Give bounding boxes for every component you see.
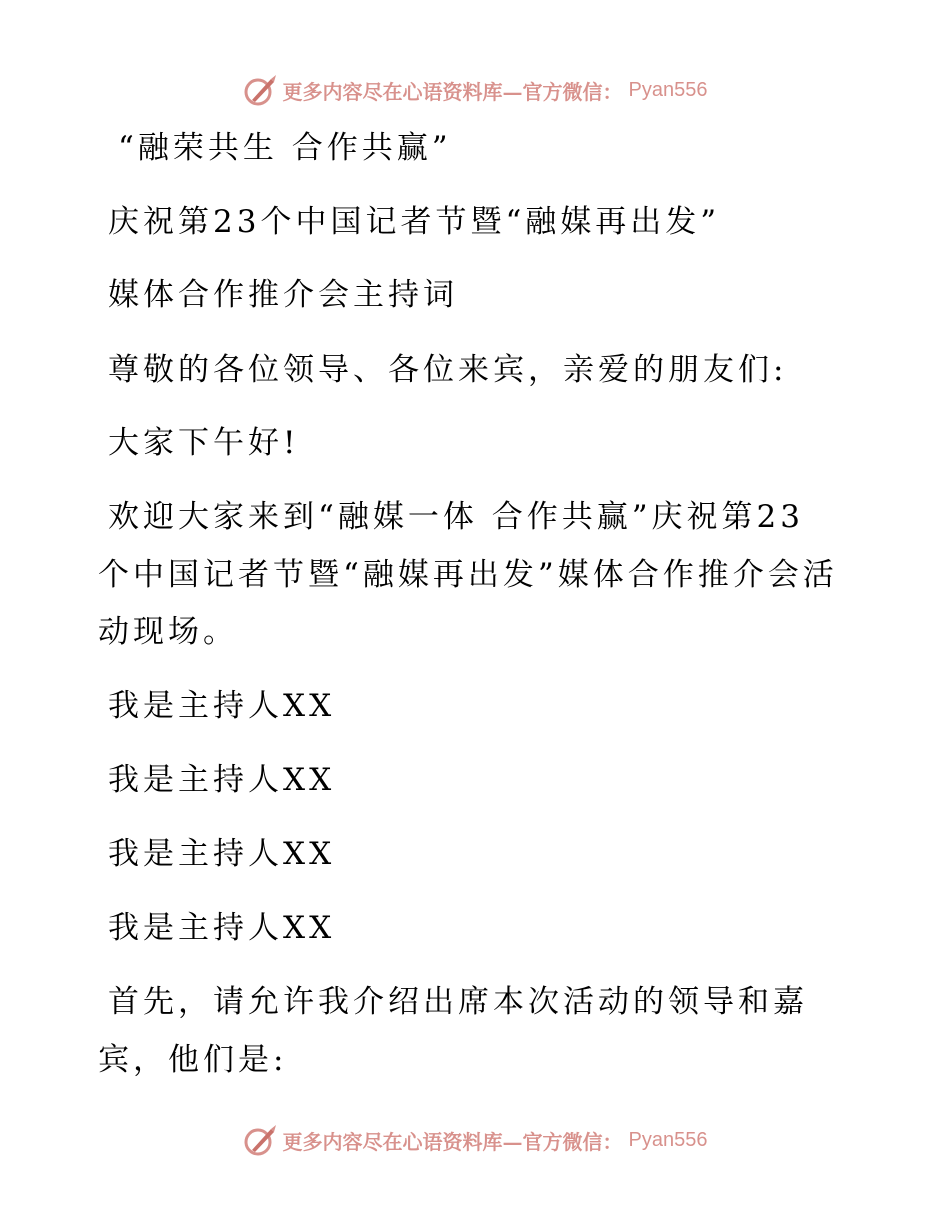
footer-watermark [0,1120,950,1160]
document-title-line-1: “融荣共生 合作共赢” [118,130,452,166]
paragraph-welcome-line-3: 动现场。 [98,614,238,650]
greeting-line: 大家下午好! [108,425,300,461]
host-intro-line: 我是主持人XX [108,836,336,872]
quill-logo-icon [243,73,277,107]
watermark-account: Pyan556 [628,78,708,101]
header-watermark [0,70,950,110]
paragraph-welcome-line-2: 个中国记者节暨“融媒再出发”媒体合作推介会活 [98,557,838,593]
host-intro-line: 我是主持人XX [108,762,336,798]
watermark-text: 更多内容尽在心语资料库—官方微信： [282,79,623,104]
paragraph-welcome-line-1: 欢迎大家来到“融媒一体 合作共赢”庆祝第23 [108,499,804,535]
quill-logo-icon [243,1123,277,1157]
paragraph-guests-line-2: 宾，他们是: [98,1042,288,1078]
watermark-text: 更多内容尽在心语资料库—官方微信： [282,1129,623,1154]
document-title-line-3: 媒体合作推介会主持词 [108,277,458,313]
salutation-line: 尊敬的各位领导、各位来宾，亲爱的朋友们: [108,352,788,388]
paragraph-guests-line-1: 首先，请允许我介绍出席本次活动的领导和嘉 [108,984,808,1020]
watermark-account: Pyan556 [628,1128,708,1151]
document-title-line-2: 庆祝第23个中国记者节暨“融媒再出发” [108,204,721,240]
host-intro-line: 我是主持人XX [108,688,336,724]
host-intro-line: 我是主持人XX [108,910,336,946]
